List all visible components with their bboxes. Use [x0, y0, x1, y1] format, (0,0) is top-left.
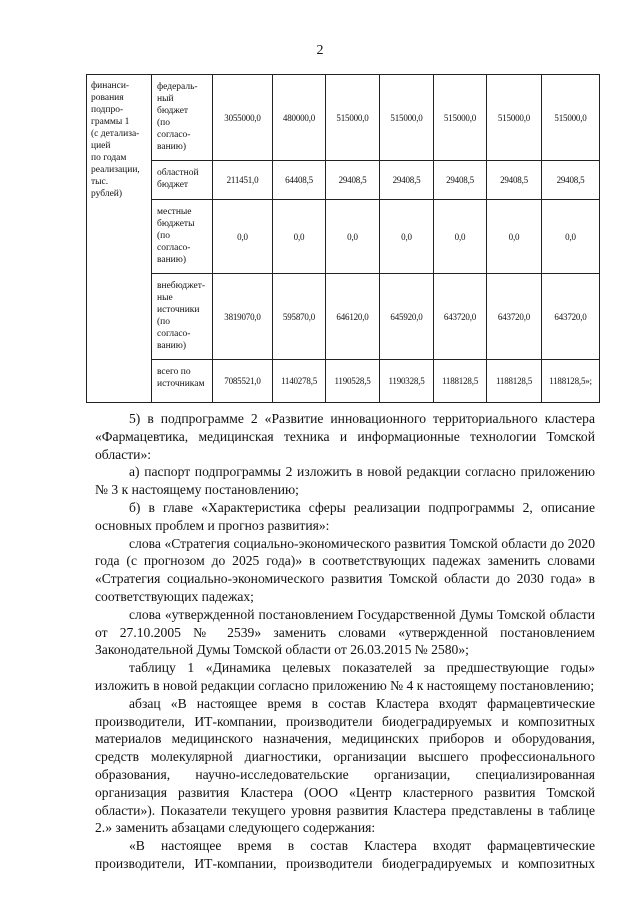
- table-cell: 211451,0: [213, 161, 273, 200]
- table-cell: 1188128,5: [487, 360, 542, 403]
- table-cell: 1188128,5»;: [542, 360, 600, 403]
- table-cell: 643720,0: [487, 274, 542, 360]
- table-cell: 0,0: [380, 200, 434, 274]
- table-row: [87, 274, 600, 360]
- paragraph: 5) в подпрограмме 2 «Развитие инновационного территориального кластера «Фармацевтика, медицинская техника и информационные технологии Томской области»:: [95, 411, 595, 462]
- table-cell: 515000,0: [487, 75, 542, 161]
- table-cell: 29408,5: [542, 161, 600, 200]
- table-cell: 1190328,5: [380, 360, 434, 403]
- table-cell: 0,0: [273, 200, 326, 274]
- table-cell: 7085521,0: [213, 360, 273, 403]
- financing-table: [86, 74, 600, 403]
- table-cell: 645920,0: [380, 274, 434, 360]
- table-cell: 1190528,5: [326, 360, 380, 403]
- table-cell: 515000,0: [380, 75, 434, 161]
- source-label: местные бюджеты (по согласо- ванию): [152, 200, 213, 274]
- paragraph: слова «Стратегия социально-экономического развития Томской области до 2020 года (с прогнозом до 2025 года)» в соответствующих падежах заменить словами «Стратегия социально-экономического развития Томской области до 2030 года» в соответствующих падежах;: [95, 535, 595, 604]
- source-label: федераль- ный бюджет (по согласо- ванию): [152, 75, 213, 161]
- table-cell: 29408,5: [380, 161, 434, 200]
- table-row: [87, 200, 600, 274]
- table-cell: 29408,5: [487, 161, 542, 200]
- table-cell: 643720,0: [434, 274, 487, 360]
- table-cell: 64408,5: [273, 161, 326, 200]
- source-label: областной бюджет: [152, 161, 213, 200]
- source-label: всего по источникам: [152, 360, 213, 403]
- paragraph: а) паспорт подпрограммы 2 изложить в новой редакции согласно приложению № 3 к настоящему постановлению;: [95, 464, 595, 498]
- table-row: [87, 360, 600, 403]
- paragraph: б) в главе «Характеристика сферы реализации подпрограммы 2, описание основных проблем и прогноз развития»:: [95, 499, 595, 533]
- table-row: [87, 161, 600, 200]
- paragraph: таблицу 1 «Динамика целевых показателей за предшествующие годы» изложить в новой редакции согласно приложению № 4 к настоящему постановлению;: [95, 660, 595, 693]
- page-number: 2: [316, 43, 324, 58]
- source-label: внебюджет- ные источники (по согласо- ванию): [152, 274, 213, 360]
- table-cell: 515000,0: [326, 75, 380, 161]
- table-cell: 0,0: [213, 200, 273, 274]
- table-cell: 1140278,5: [273, 360, 326, 403]
- table-cell: 0,0: [326, 200, 380, 274]
- table-cell: 480000,0: [273, 75, 326, 161]
- table-cell: 3819070,0: [213, 274, 273, 360]
- table-cell: 29408,5: [326, 161, 380, 200]
- table-cell: 0,0: [542, 200, 600, 274]
- table-cell: 1188128,5: [434, 360, 487, 403]
- table-cell: 646120,0: [326, 274, 380, 360]
- table-cell: 0,0: [434, 200, 487, 274]
- body-text: [95, 410, 595, 873]
- table-cell: 643720,0: [542, 274, 600, 360]
- table-row: [87, 75, 600, 161]
- table-cell: 0,0: [487, 200, 542, 274]
- table-cell: 515000,0: [434, 75, 487, 161]
- paragraph: слова «утвержденной постановлением Государственной Думы Томской области от 27.10.2005 № 2539» заменить словами «утвержденной постановлением Законодательной Думы Томской области от 26.03.2015 № 2580»;: [95, 606, 595, 658]
- table-cell: 29408,5: [434, 161, 487, 200]
- financing-row-label: финанси- рования подпро- граммы 1 (с детализа- цией по годам реализации, тыс. рублей): [87, 75, 152, 403]
- table-cell: 595870,0: [273, 274, 326, 360]
- table-cell: 3055000,0: [213, 75, 273, 161]
- table-cell: 515000,0: [542, 75, 600, 161]
- paragraph: абзац «В настоящее время в состав Кластера входят фармацевтические производители, ИТ-компании, производители биодеградируемых и композитных материалов медицинского назначения, медицинских приборов и оборудования, средств молекулярной диагностики, организации высшего профессионального образования, научно-исследовательские организации, специализированная организация развития Кластера (ООО «Центр кластерного развития Томской области»). Показатели текущего уровня развития Кластера представлены в таблице 2.» заменить абзацами следующего содержания:: [95, 695, 595, 836]
- paragraph: «В настоящее время в состав Кластера входят фармацевтические производители, ИТ-компании, производители биодеградируемых и композитных: [95, 838, 595, 871]
